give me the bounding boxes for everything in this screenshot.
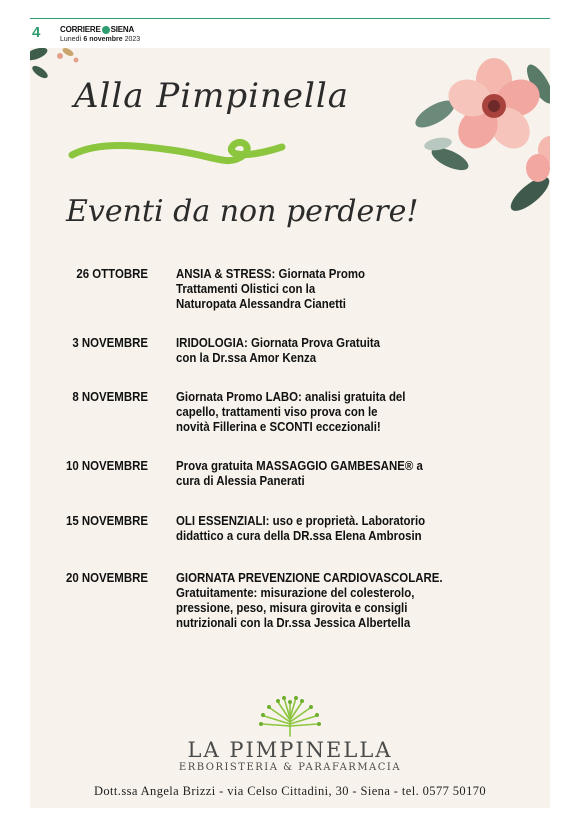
event-description-line: Giornata Promo LABO: analisi gratuita del xyxy=(176,389,406,404)
event-description-line: nutrizionali con la Dr.ssa Jessica Albertella xyxy=(176,615,411,630)
newspaper-name-main: CORRIERE xyxy=(60,25,101,34)
event-description-line: novità Fillerina e SCONTI eccezionali! xyxy=(176,419,381,434)
event-date: 3 NOVEMBRE xyxy=(72,335,148,350)
newspaper-logo-icon xyxy=(102,26,110,34)
brand-subtitle: ERBORISTERIA & PARAFARMACIA xyxy=(178,762,402,773)
event-description-line: ANSIA & STRESS: Giornata Promo xyxy=(176,266,366,281)
event-description-line: IRIDOLOGIA: Giornata Prova Gratuita xyxy=(176,335,381,350)
event-date: 10 NOVEMBRE xyxy=(65,458,148,473)
event-date: 8 NOVEMBRE xyxy=(72,389,148,404)
event-description-line: capello, trattamenti viso prova con le xyxy=(176,404,378,419)
dandelion-logo-icon xyxy=(258,696,322,738)
event-description xyxy=(176,389,466,434)
event-date: 20 NOVEMBRE xyxy=(65,570,148,585)
newspaper-name-city: SIENA xyxy=(110,25,135,34)
ad-title: Alla Pimpinella xyxy=(74,76,350,116)
event-description xyxy=(176,513,466,543)
event-date: 26 OTTOBRE xyxy=(76,266,148,281)
event-description-line: GIORNATA PREVENZIONE CARDIOVASCOLARE. xyxy=(176,570,443,585)
date-weekday: Lunedì xyxy=(60,36,82,43)
event-description-line: cura di Alessia Panerati xyxy=(176,473,305,488)
date-day-month: 6 novembre xyxy=(83,36,123,43)
header-rule xyxy=(30,18,550,19)
newspaper-date xyxy=(60,36,140,43)
advertisement-panel xyxy=(30,48,550,808)
event-description-line: Prova gratuita MASSAGGIO GAMBESANE® a xyxy=(176,458,423,473)
ad-subtitle: Eventi da non perdere! xyxy=(66,194,419,229)
contact-footer: Dott.ssa Angela Brizzi - via Celso Cittadini, 30 - Siena - tel. 0577 50170 xyxy=(93,784,487,798)
event-description-line: pressione, peso, misura girovita e consigli xyxy=(176,600,408,615)
event-description-line: didattico a cura della DR.ssa Elena Ambrosin xyxy=(176,528,422,543)
event-description-line: Gratuitamente: misurazione del colesterolo, xyxy=(176,585,415,600)
event-description-line: OLI ESSENZIALI: uso e proprietà. Laboratorio xyxy=(176,513,426,528)
date-year: 2023 xyxy=(124,36,141,43)
flower-bouquet-icon xyxy=(410,48,550,214)
page-number: 4 xyxy=(32,24,41,41)
event-description-line: Naturopata Alessandra Cianetti xyxy=(176,296,346,311)
event-description xyxy=(176,570,466,630)
green-swoosh-icon xyxy=(68,133,288,173)
event-description xyxy=(176,458,466,488)
event-description-line: Trattamenti Olistici con la xyxy=(176,281,316,296)
event-date: 15 NOVEMBRE xyxy=(65,513,148,528)
event-description xyxy=(176,335,466,365)
brand-name: LA PIMPINELLA xyxy=(187,738,393,762)
event-description-line: con la Dr.ssa Amor Kenza xyxy=(176,350,317,365)
newspaper-name xyxy=(60,25,134,34)
event-description xyxy=(176,266,466,311)
